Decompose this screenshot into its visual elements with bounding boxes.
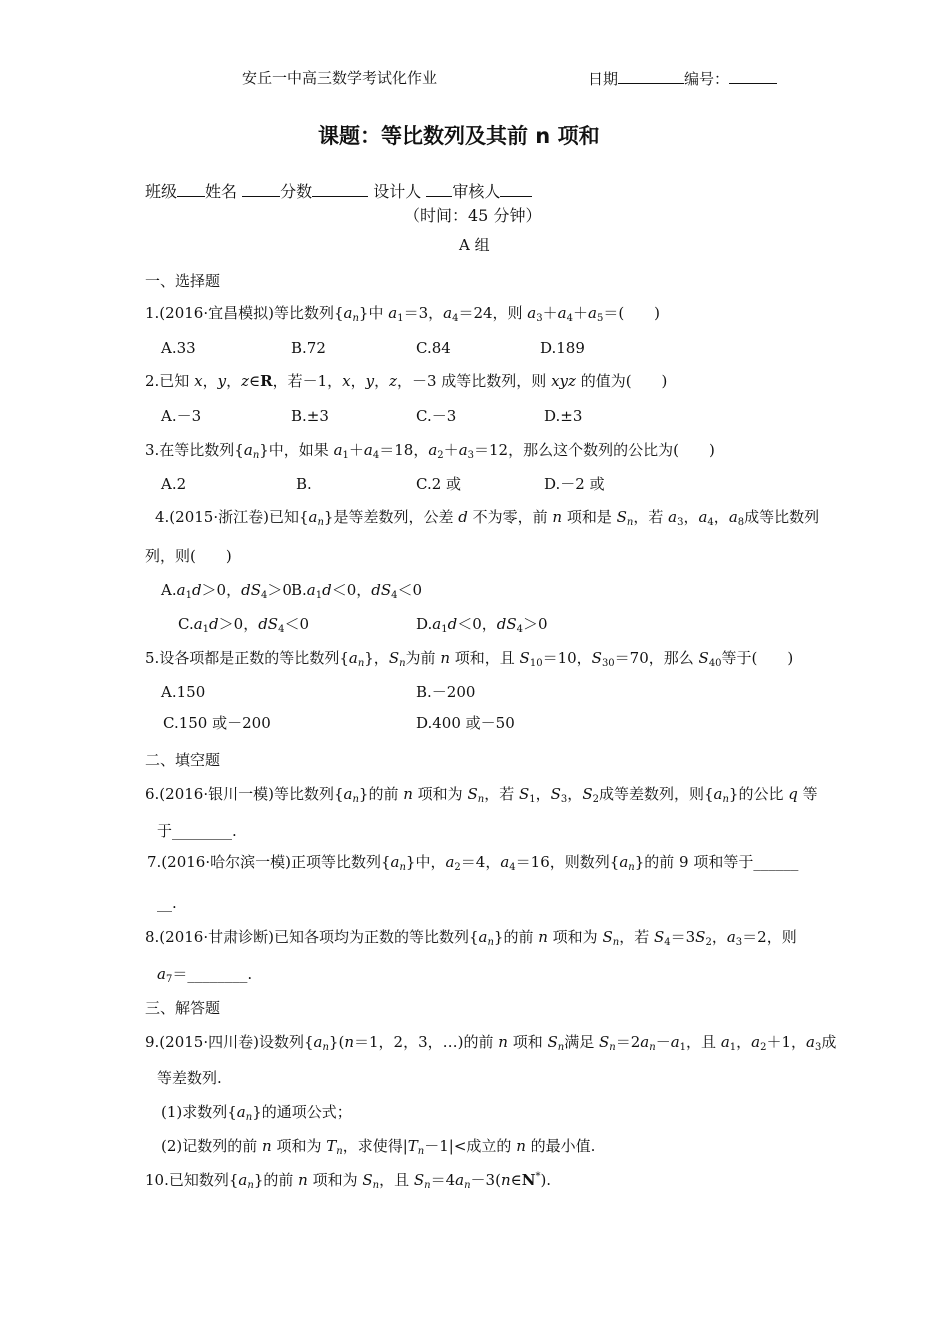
question-10: 10.已知数列$\{a_n\}$的前 n 项和为 $S_n$，且 $S_n=4a_n-3(n\in N^*)$. (145, 1171, 552, 1191)
q5-option-c: C.150 或－200 (163, 714, 271, 732)
time-limit: （时间：45 分钟） (404, 206, 542, 225)
q4-option-a: $A.a_1d>0$，$dS_4>0$ (161, 581, 292, 601)
date-field: 日期 编号： (588, 68, 777, 89)
q2-option-b: B.±3 (291, 407, 329, 425)
q2-option-c: C.－3 (416, 407, 457, 425)
q5-option-a: A.150 (161, 683, 206, 701)
q1-option-c: C.84 (416, 339, 451, 357)
question-6-cont: 于________. (157, 822, 237, 840)
question-2: 2.已知 x，y，z∈R，若－1，x，y，z，－3 成等比数列，则 xyz 的值为( ) (145, 372, 668, 390)
group-label: A 组 (459, 236, 490, 254)
q4-option-d: $D.a_1d<0$，$dS_4>0$ (416, 615, 548, 635)
question-4-cont: 列，则( ) (145, 547, 232, 565)
q5-option-d: D.400 或－50 (416, 714, 515, 732)
question-7-cont: __. (157, 894, 177, 912)
question-8: 8.(2016·甘肃诊断)已知各项均为正数的等比数列$\{a_n\}$的前 n 项和为 $S_n$，若 $S_4=3S_2$，$a_3=2$，则 (145, 928, 797, 948)
q4-option-c: $C.a_1d>0$，$dS_4<0$ (178, 615, 310, 635)
section-fill: 二、填空题 (145, 751, 221, 769)
q3-option-b: B. (296, 475, 312, 493)
question-9: 9.(2015·四川卷)设数列$\{a_n\}(n=1$，2，3，…)的前 n 项和 $S_n$满足 $S_n=2a_n-a_1$，且 $a_1$，$a_2+1$，$a_3$成 (145, 1033, 837, 1053)
question-1: 1.(2016·宜昌模拟)等比数列$\{a_n\}$中 $a_1=3$，$a_4=24$，则 $a_3+a_4+a_5=$( ) (145, 304, 661, 324)
question-7: 7.(2016·哈尔滨一模)正项等比数列$\{a_n\}$中，$a_2=4$，$a_4=16$，则数列$\{a_n\}$的前 9 项和等于______ (147, 853, 799, 873)
question-8-cont: $a_7=\_\_\_\_\_\_\_\_$. (157, 965, 253, 985)
question-3: 3.在等比数列$\{a_n\}$中，如果 $a_1+a_4=18$，$a_2+a_3=12$，那么这个数列的公比为( ) (145, 441, 715, 461)
question-5: 5.设各项都是正数的等比数列$\{a_n\}$，$S_n$为前 n 项和，且 $S_{10}=10$，$S_{30}=70$，那么 $S_{40}$等于( ) (145, 649, 794, 669)
section-solve: 三、解答题 (145, 999, 221, 1017)
q2-option-a: A.－3 (161, 407, 202, 425)
q3-option-c: C.2 或 (416, 475, 462, 493)
section-choice: 一、选择题 (145, 272, 221, 290)
q3-option-d: D.－2 或 (544, 475, 605, 493)
question-6: 6.(2016·银川一模)等比数列$\{a_n\}$的前 n 项和为 $S_n$，若 $S_1$，$S_3$，$S_2$成等差数列，则$\{a_n\}$的公比 q 等 (145, 785, 818, 805)
page-title: 课题：等比数列及其前 n 项和 (318, 124, 600, 148)
q1-option-d: D.189 (540, 339, 585, 357)
q1-option-b: B.72 (291, 339, 326, 357)
q5-option-b: B.－200 (416, 683, 476, 701)
question-4: 4.(2015·浙江卷)已知$\{a_n\}$是等差数列，公差 d 不为零，前 n 项和是 $S_n$，若 $a_3$，$a_4$，$a_8$成等比数列 (155, 508, 820, 528)
question-9-cont: 等差数列. (157, 1069, 222, 1087)
q4-option-b: $B.a_1d<0$，$dS_4<0$ (291, 581, 423, 601)
q3-option-a: A.2 (161, 475, 187, 493)
question-9-part-1: (1)求数列$\{a_n\}$的通项公式； (161, 1103, 352, 1123)
school-header: 安丘一中高三数学考试化作业 (242, 69, 438, 87)
q2-option-d: D.±3 (544, 407, 583, 425)
question-9-part-2: (2)记数列的前 n 项和为 $T_n$，求使得$|T_n-1|<$成立的 n 的最小值. (161, 1137, 596, 1157)
student-info-line: 班级 姓名 分数 设计人 审核人 (145, 181, 532, 202)
q1-option-a: A.33 (161, 339, 196, 357)
